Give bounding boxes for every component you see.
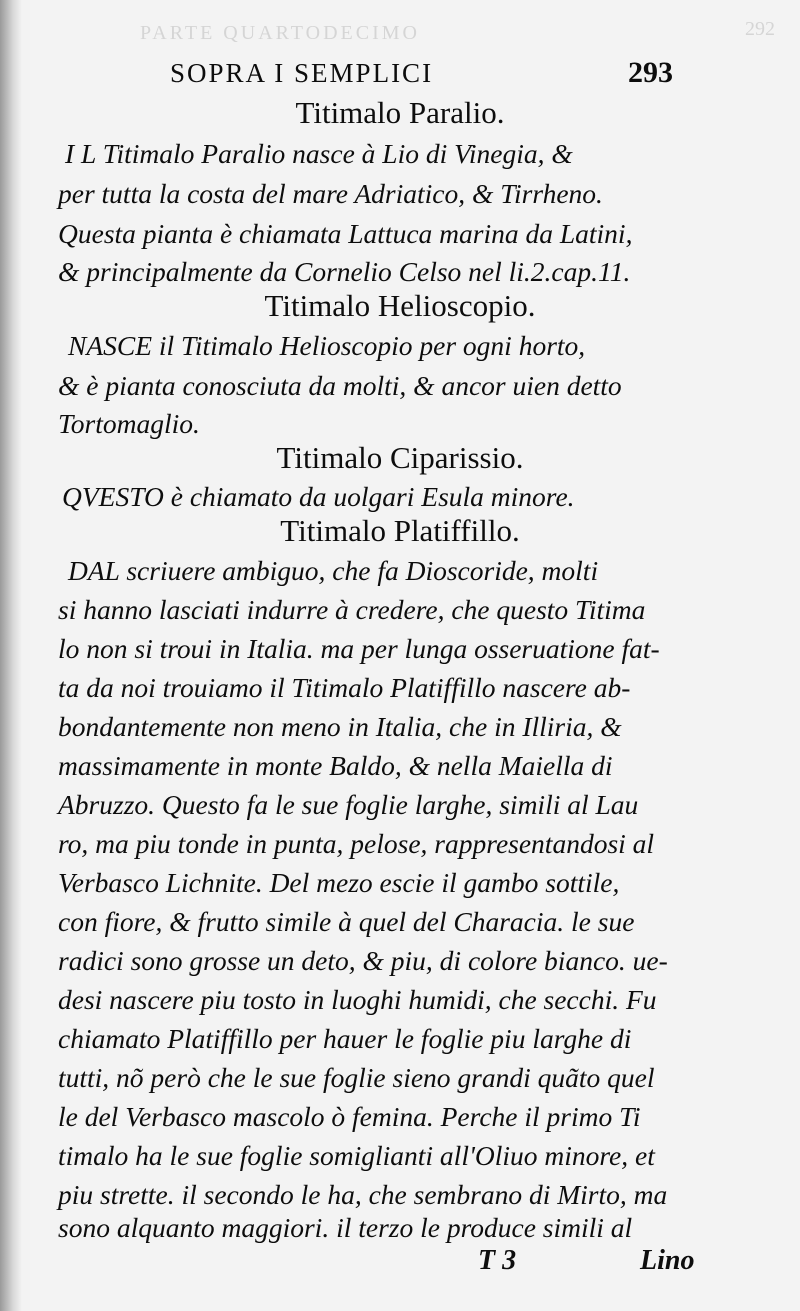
- text-line: sono alquanto maggiori. il terzo le produce simili al: [58, 1212, 633, 1243]
- text-line: & è pianta conosciuta da molti, & ancor uien detto: [58, 370, 622, 401]
- section-heading: Titimalo Platiffillo.: [280, 513, 520, 548]
- text-line: Verbasco Lichnite. Del mezo escie il gambo sottile,: [58, 867, 620, 898]
- text-line: ro, ma piu tonde in punta, pelose, rappresentandosi al: [58, 828, 655, 859]
- text-line: Tortomaglio.: [58, 408, 200, 439]
- text-line: timalo ha le sue foglie somiglianti all'Oliuo minore, et: [58, 1140, 655, 1171]
- show-through-folio: 292: [745, 18, 775, 40]
- text-line: ta da noi trouiamo il Titimalo Platiffillo nascere ab-: [58, 672, 631, 703]
- text-line: NASCE il Titimalo Helioscopio per ogni horto,: [68, 330, 586, 361]
- running-head: SOPRA I SEMPLICI: [170, 58, 434, 88]
- section-heading: Titimalo Ciparissio.: [276, 440, 524, 475]
- catchword: Lino: [640, 1245, 695, 1276]
- text-line: piu strette. il secondo le ha, che sembrano di Mirto, ma: [58, 1179, 668, 1210]
- page-number: 293: [628, 56, 673, 89]
- text-line: lo non si troui in Italia. ma per lunga osseruatione fat-: [58, 633, 660, 664]
- section-heading: Titimalo Helioscopio.: [264, 288, 536, 323]
- text-line: Abruzzo. Questo fa le sue foglie larghe, simili al Lau: [58, 789, 639, 820]
- text-line: QVESTO è chiamato da uolgari Esula minore.: [62, 481, 575, 512]
- text-line: tutti, nõ però che le sue foglie sieno grandi quãto quel: [58, 1062, 655, 1093]
- page-gutter-edge: [0, 0, 22, 1311]
- text-line: si hanno lasciati indurre à credere, che questo Titima: [58, 594, 646, 625]
- text-line: con fiore, & frutto simile à quel del Characia. le sue: [58, 906, 635, 937]
- text-line: I L Titimalo Paralio nasce à Lio di Vinegia, &: [65, 138, 573, 169]
- text-line: le del Verbasco mascolo ò femina. Perche il primo Ti: [58, 1101, 641, 1132]
- text-line: radici sono grosse un deto, & piu, di colore bianco. ue-: [58, 945, 668, 976]
- text-line: DAL scriuere ambiguo, che fa Dioscoride, molti: [68, 555, 599, 586]
- text-line: per tutta la costa del mare Adriatico, & Tirrheno.: [58, 178, 603, 209]
- section-heading: Titimalo Paralio.: [295, 95, 505, 130]
- text-line: chiamato Platiffillo per hauer le foglie piu larghe di: [58, 1023, 632, 1054]
- text-line: & principalmente da Cornelio Celso nel li.2.cap.11.: [58, 256, 631, 287]
- text-line: bondantemente non meno in Italia, che in Illiria, &: [58, 711, 622, 742]
- show-through-header: PARTE QUARTODECIMO: [140, 22, 420, 44]
- signature-mark: T 3: [478, 1245, 517, 1276]
- text-line: massimamente in monte Baldo, & nella Maiella di: [58, 750, 613, 781]
- text-line: desi nascere piu tosto in luoghi humidi, che secchi. Fu: [58, 984, 657, 1015]
- text-line: Questa pianta è chiamata Lattuca marina da Latini,: [58, 218, 633, 249]
